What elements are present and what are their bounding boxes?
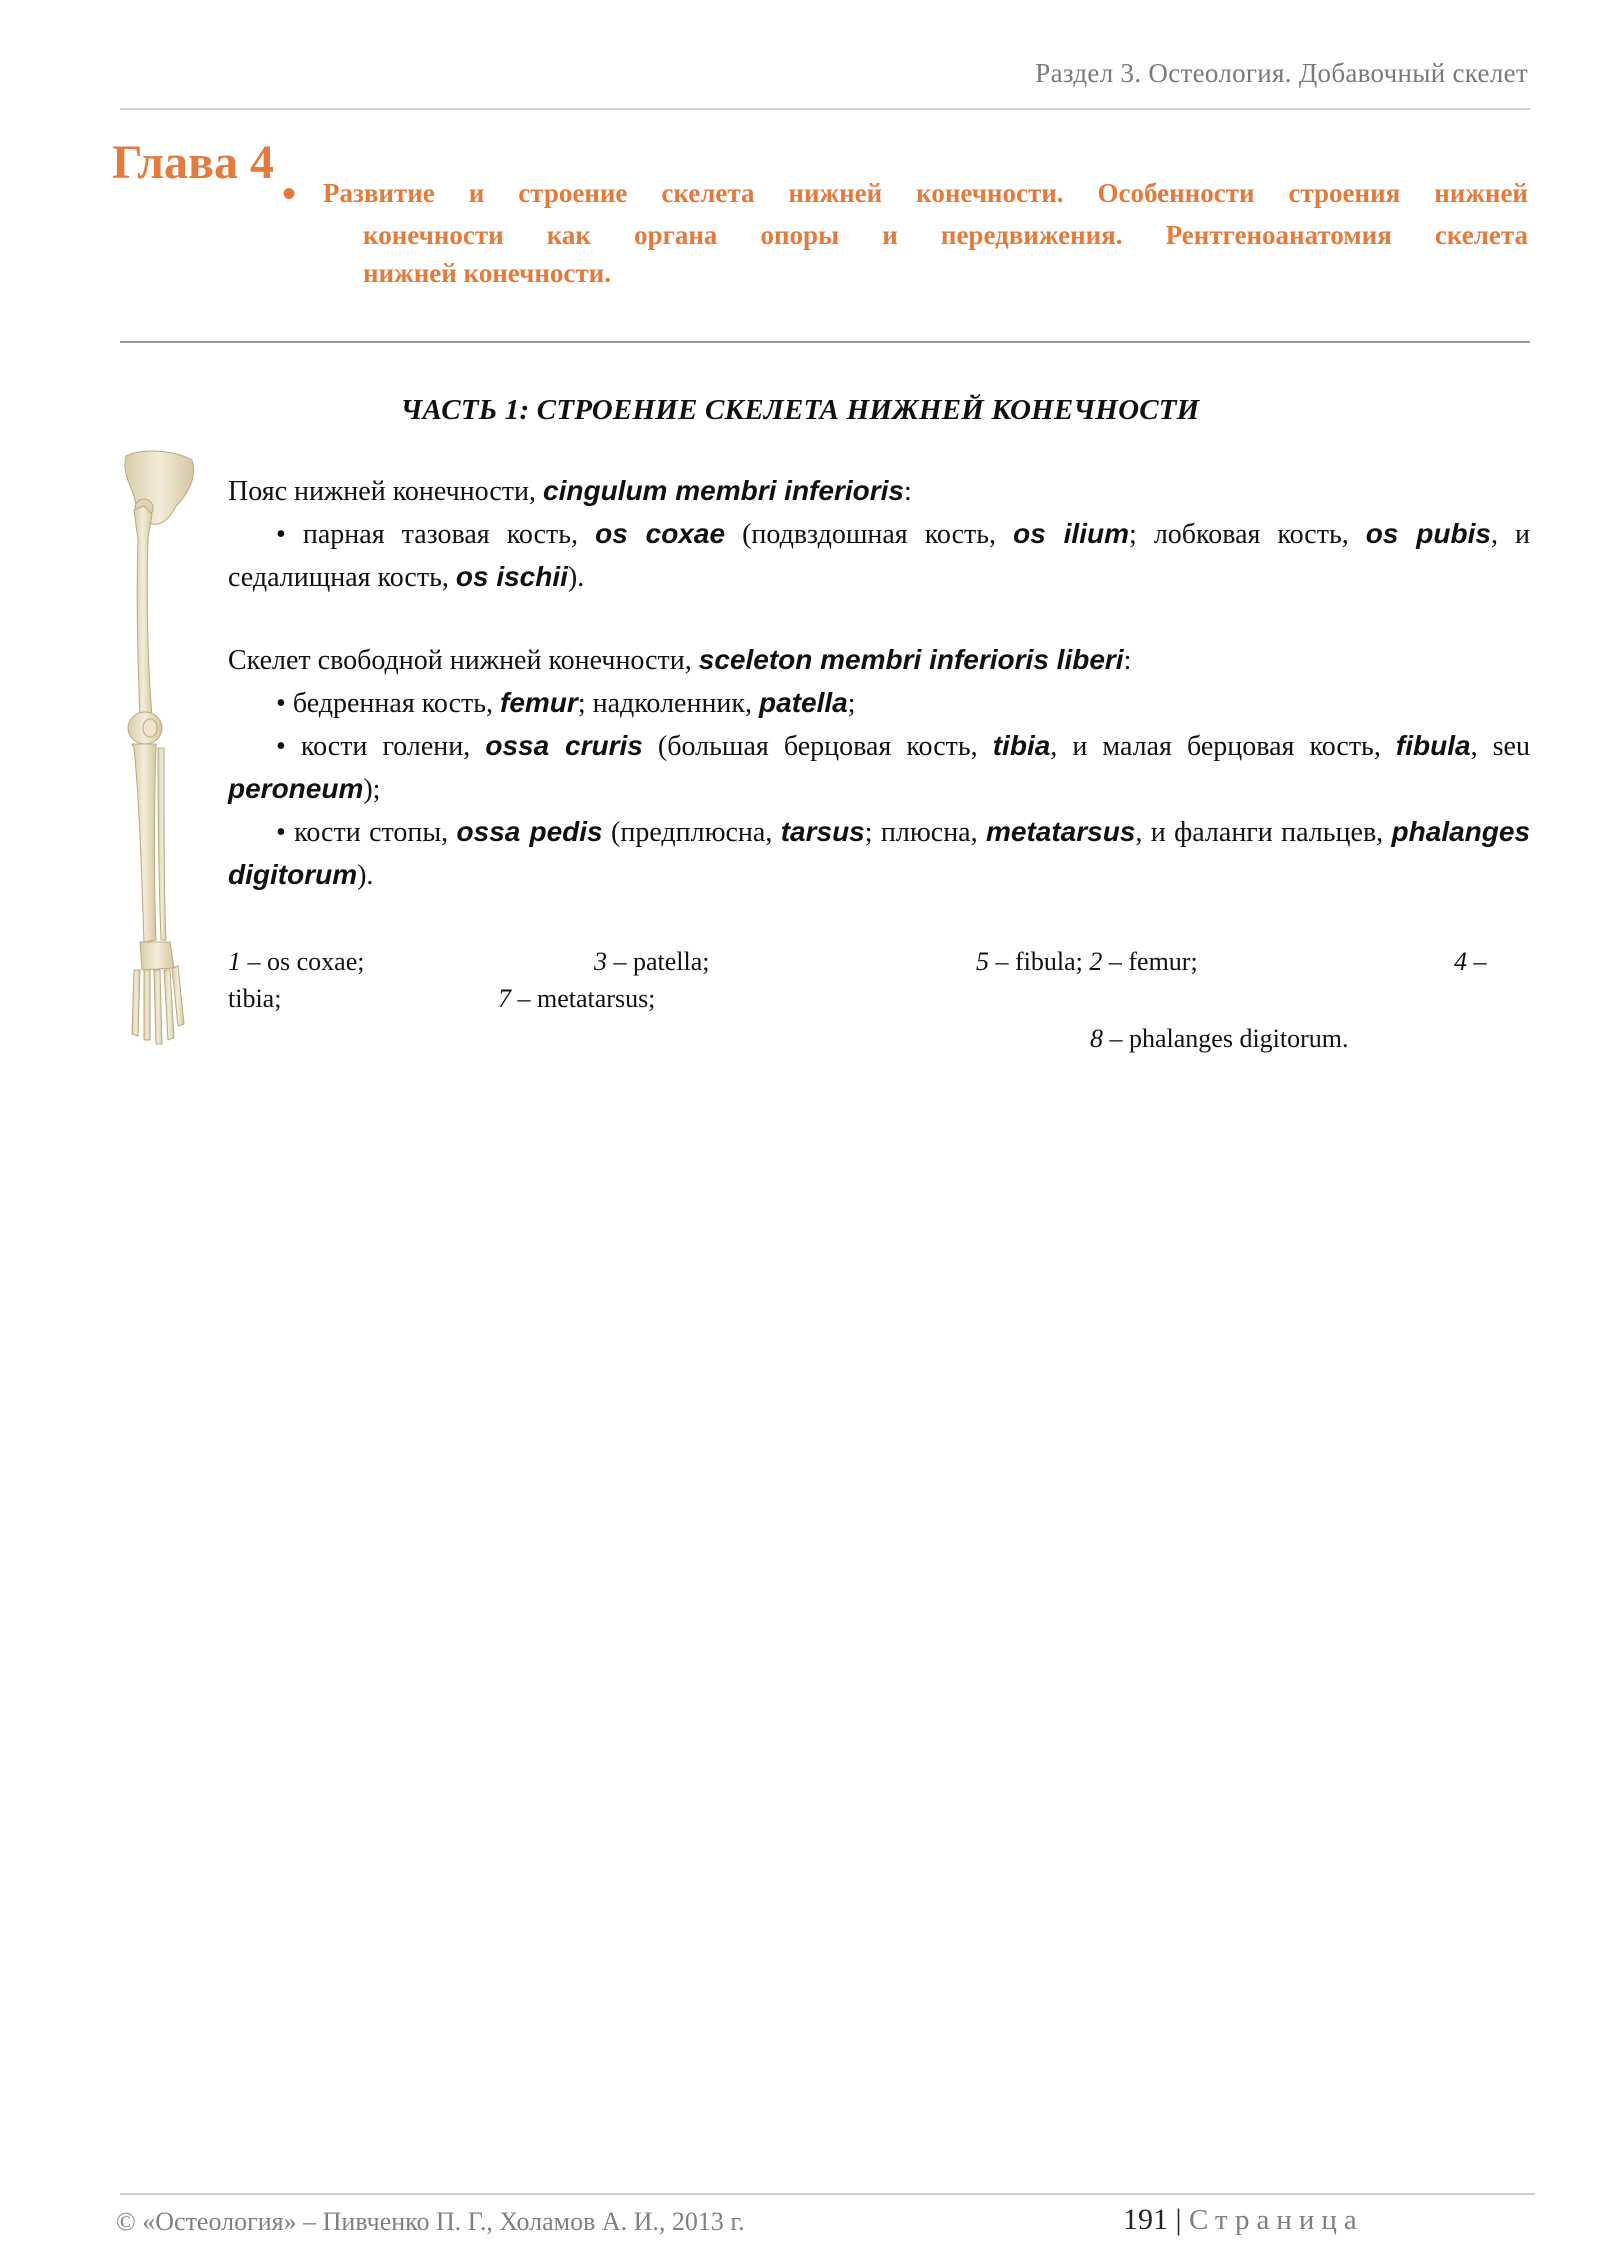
text-run: Пояс нижней конечности, bbox=[228, 476, 544, 507]
text-run: (большая берцовая кость, bbox=[642, 731, 993, 762]
tibia-shape bbox=[132, 744, 156, 942]
text-run: ; лобковая кость, bbox=[1128, 519, 1366, 550]
lower-limb-skeleton-illustration bbox=[112, 448, 200, 1048]
text-run: кости голени, bbox=[285, 731, 486, 762]
legend-text: – metatarsus; bbox=[511, 984, 656, 1013]
latin-term: cingulum membri inferioris bbox=[543, 475, 904, 506]
latin-term: peroneum bbox=[228, 773, 364, 804]
text-run: ). bbox=[567, 562, 585, 593]
bullet: • bbox=[276, 519, 286, 550]
text-run: ; bbox=[577, 688, 593, 719]
legend-text: – bbox=[1467, 947, 1487, 976]
text-run: Скелет свободной нижней конечности, bbox=[228, 645, 699, 676]
text-run: (предплюсна, bbox=[602, 817, 781, 848]
legend-item bbox=[228, 943, 364, 980]
latin-term: femur bbox=[500, 687, 578, 718]
text-run: парная тазовая кость, bbox=[285, 519, 596, 550]
text-run: , и малая берцовая кость, bbox=[1050, 731, 1396, 762]
chapter-title-line: конечности как органа опоры и передвижения. Рентгеноанатомия скелета bbox=[363, 220, 1528, 250]
toe-shape bbox=[164, 970, 174, 1040]
text-run: кости стопы, bbox=[285, 817, 457, 848]
legend-number: 1 bbox=[228, 947, 241, 976]
legend-number: 5 bbox=[976, 947, 989, 976]
latin-term: phalanges digitorum bbox=[228, 816, 1531, 890]
text-run: ; плюсна, bbox=[864, 817, 986, 848]
chapter-title bbox=[323, 172, 1528, 294]
section-heading: ЧАСТЬ 1: СТРОЕНИЕ СКЕЛЕТА НИЖНЕЙ КОНЕЧНОСТИ bbox=[400, 394, 1200, 426]
toe-shape bbox=[144, 970, 150, 1040]
spacer bbox=[228, 599, 1530, 639]
legend-item bbox=[594, 943, 710, 980]
legend-item bbox=[976, 943, 1198, 980]
tarsus-shape bbox=[140, 942, 174, 970]
latin-term: fibula bbox=[1395, 730, 1471, 761]
body-text bbox=[228, 470, 1530, 897]
text-run: ); bbox=[363, 774, 381, 805]
latin-term: os ilium bbox=[1013, 518, 1129, 549]
toe-shape bbox=[132, 970, 140, 1036]
page-separator: | bbox=[1168, 2203, 1190, 2236]
page-number-block bbox=[1123, 2203, 1364, 2237]
text-run: надколенник, bbox=[592, 688, 760, 719]
text-run: бедренная кость, bbox=[285, 688, 501, 719]
chapter-divider bbox=[120, 341, 1530, 343]
chapter-bullet: • bbox=[282, 171, 297, 216]
text-run: ; bbox=[847, 688, 856, 719]
free-limb-paragraph bbox=[228, 639, 1530, 682]
latin-term: ossa pedis bbox=[456, 816, 603, 847]
legend-text: – femur; bbox=[1102, 947, 1198, 976]
legend-number: 4 bbox=[1454, 947, 1467, 976]
femur-shape bbox=[134, 506, 152, 718]
legend-number: 2 bbox=[1089, 947, 1103, 976]
text-run: : bbox=[903, 476, 912, 507]
latin-term: tarsus bbox=[780, 816, 865, 847]
toe-shape bbox=[172, 966, 184, 1026]
legend-number: 3 bbox=[594, 947, 607, 976]
latin-term: patella bbox=[759, 687, 848, 718]
text-run: , и седалищная кость, bbox=[228, 519, 1531, 593]
header-divider bbox=[120, 108, 1530, 110]
legend-item bbox=[228, 980, 281, 1017]
legend-text: – phalanges digitorum. bbox=[1103, 1024, 1349, 1053]
chapter-label: Глава 4 bbox=[112, 136, 274, 189]
list-item bbox=[228, 513, 1530, 599]
fibula-shape bbox=[158, 748, 166, 940]
chapter-title-line: нижней конечности. bbox=[363, 258, 611, 288]
page-label: Страница bbox=[1189, 2204, 1364, 2236]
footer-copyright: © «Остеология» – Пивченко П. Г., Холамов А. И., 2013 г. bbox=[116, 2207, 745, 2236]
bullet: • bbox=[276, 688, 286, 719]
legend-item bbox=[1090, 1020, 1349, 1057]
latin-term: os pubis bbox=[1365, 518, 1491, 549]
legend-item bbox=[498, 980, 655, 1017]
page-number: 191 bbox=[1123, 2203, 1168, 2236]
latin-term: metatarsus bbox=[985, 816, 1136, 847]
latin-term: os coxae bbox=[595, 518, 726, 549]
chapter-title-line: Развитие и строение скелета нижней конечности. Особенности строения нижней bbox=[323, 178, 1528, 208]
girdle-paragraph bbox=[228, 470, 1530, 513]
running-header: Раздел 3. Остеология. Добавочный скелет bbox=[1035, 58, 1528, 88]
latin-term: sceleton membri inferioris liberi bbox=[698, 644, 1124, 675]
legend-text: – fibula; bbox=[989, 947, 1090, 976]
legend-text: tibia; bbox=[228, 984, 282, 1013]
legend-number: 7 bbox=[498, 984, 511, 1013]
list-item bbox=[228, 682, 1530, 725]
toe-shape bbox=[154, 970, 162, 1044]
latin-term: ossa cruris bbox=[485, 730, 643, 761]
legend-text: – os coxae; bbox=[241, 947, 365, 976]
text-run: (подвздошная кость, bbox=[725, 519, 1014, 550]
latin-term: tibia bbox=[992, 730, 1051, 761]
legend-text: – patella; bbox=[607, 947, 710, 976]
list-item bbox=[228, 811, 1530, 897]
text-run: : bbox=[1123, 645, 1132, 676]
legend-number: 8 bbox=[1090, 1024, 1103, 1053]
footer-divider bbox=[120, 2193, 1535, 2195]
list-item bbox=[228, 725, 1530, 811]
text-run: ). bbox=[357, 860, 374, 891]
latin-term: os ischii bbox=[455, 561, 568, 592]
legend-item bbox=[1454, 943, 1487, 980]
text-run: , seu bbox=[1470, 731, 1530, 762]
bullet: • bbox=[276, 731, 286, 762]
text-run: , и фаланги пальцев, bbox=[1135, 817, 1392, 848]
bullet: • bbox=[276, 817, 286, 848]
